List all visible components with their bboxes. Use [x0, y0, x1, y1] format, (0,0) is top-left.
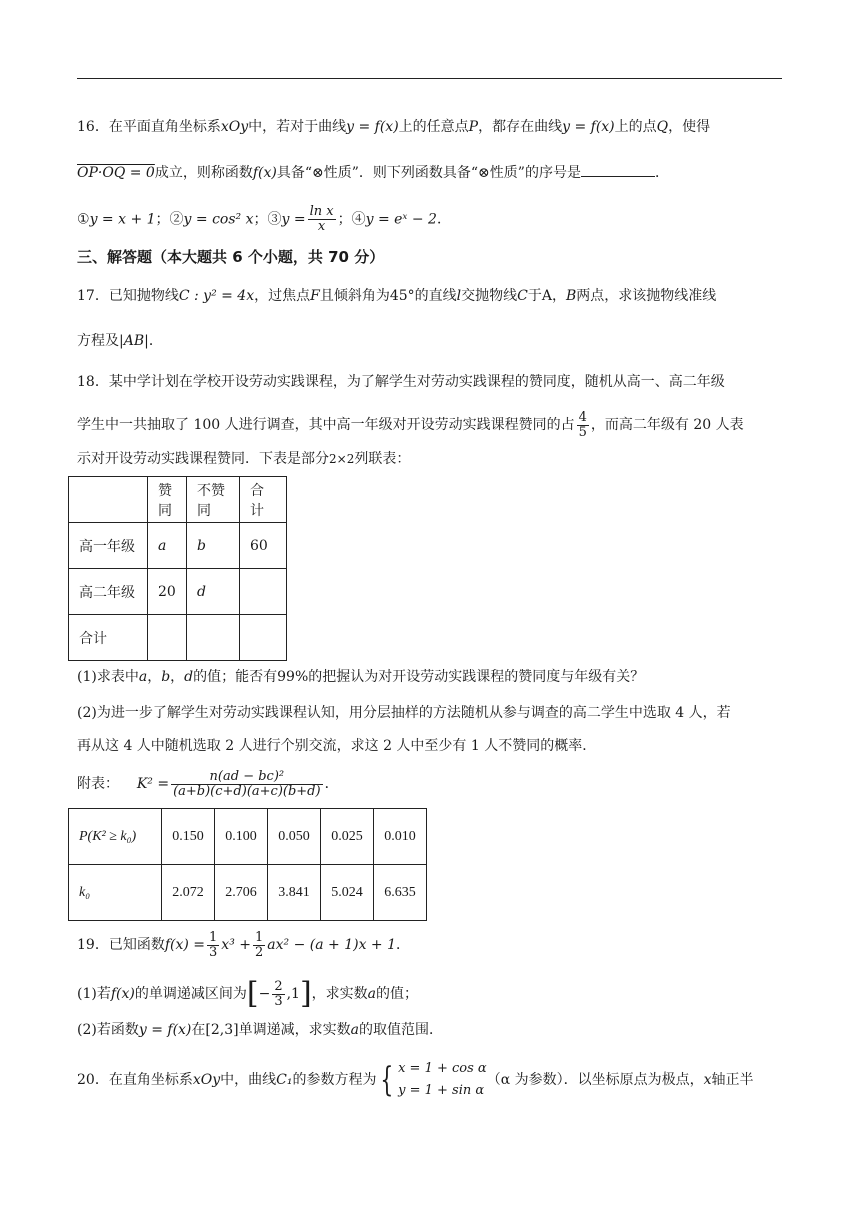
function-fx: f(x)	[252, 165, 277, 181]
q16-text: ，都存在曲线	[478, 119, 563, 135]
contingency-table	[68, 476, 287, 661]
q16-text: 上的点	[614, 119, 657, 135]
q18-text: 的把握认为对开设劳动实践课程的赞同度与年级有关？	[308, 669, 645, 685]
table-header-cell: 赞同	[148, 477, 187, 523]
xoy-symbol: xOy	[220, 119, 249, 135]
point-q: Q	[656, 119, 669, 135]
table-header-cell: 不赞同	[187, 477, 240, 523]
option-4-expr: y = eˣ − 2	[365, 211, 437, 228]
table-header-row	[69, 477, 287, 523]
point-b: B	[566, 288, 577, 304]
table-cell: 0.025	[321, 809, 374, 865]
q17-line1	[77, 286, 716, 306]
table-cell	[240, 569, 287, 615]
q17-text: 方程及	[77, 333, 119, 349]
curve-expr: y = f(x)	[346, 119, 399, 135]
q16-text: ．	[654, 165, 669, 181]
function-fx: f(x)	[110, 986, 135, 1002]
q20-text: （α 为参数）．以坐标原点为极点，	[486, 1072, 704, 1088]
fraction-numerator: 2	[274, 978, 283, 994]
q16-text: 具备“⊗性质”．则下列函数具备“⊗性质”的序号是	[276, 165, 581, 181]
table-row	[69, 865, 427, 921]
table-cell: 0.100	[215, 809, 268, 865]
fraction-numerator: 4	[578, 409, 587, 425]
fraction-numerator: 1	[209, 929, 218, 945]
q16-line2	[77, 162, 669, 183]
parametric-system	[398, 1058, 487, 1102]
table-cell: b	[187, 523, 240, 569]
q19-text: ，求实数	[311, 986, 368, 1002]
fraction-numerator: 1	[255, 929, 264, 945]
answer-blank[interactable]	[581, 162, 655, 177]
point-p: P	[468, 119, 479, 135]
bracket-open: [	[246, 976, 259, 1011]
option-3-lhs: y =	[281, 211, 306, 228]
q18-line3	[77, 449, 410, 469]
fraction-two-thirds	[272, 980, 284, 1009]
variable-d: d	[184, 669, 194, 685]
parabola-expr: C : y² = 4x	[178, 288, 255, 304]
interval: [2,3]	[205, 1022, 239, 1038]
q18-text: ．	[324, 776, 339, 792]
table-cell: 2.072	[162, 865, 215, 921]
curve-c: C	[517, 288, 528, 304]
q18-line1: 18．某中学计划在学校开设劳动实践课程，为了解学生对劳动实践课程的赞同度，随机从高一、高二年级	[77, 374, 725, 390]
q18-part1	[77, 667, 644, 687]
probability-label: P(K² ≥ k₀)	[79, 828, 137, 844]
table-cell	[148, 615, 187, 661]
q17-text: 交抛物线	[461, 288, 518, 304]
variable-a: a	[350, 1022, 359, 1038]
q19-text: 的单调递减区间为	[134, 986, 247, 1002]
focus-f: F	[310, 288, 320, 304]
table-cell: 高一年级	[69, 523, 148, 569]
table-cell: 0.050	[268, 809, 321, 865]
xoy-symbol: xOy	[192, 1072, 221, 1088]
q20-text: 中，曲线	[220, 1072, 277, 1088]
variable-a: a	[367, 986, 377, 1002]
curve-c1: C₁	[276, 1072, 293, 1088]
table-size: 2×2	[329, 452, 355, 466]
table-row-label	[69, 809, 162, 865]
formula-lhs: K² =	[136, 776, 170, 792]
option-2-expr: y = cos² x	[183, 211, 254, 228]
q18-text: 列联表：	[354, 451, 411, 467]
q16-options	[77, 205, 451, 234]
table-cell	[240, 615, 287, 661]
variable-a: a	[138, 669, 148, 685]
option-3-fraction	[308, 205, 336, 234]
table-cell: 6.635	[374, 865, 427, 921]
fraction-denominator: x	[317, 219, 326, 234]
q19-text: ．	[396, 937, 411, 953]
q16-text: 上的任意点	[398, 119, 469, 135]
critical-value-table	[68, 808, 427, 921]
header-rule	[77, 78, 782, 79]
q18-text: (1)求表中	[77, 669, 139, 685]
table-header-cell: 合计	[240, 477, 287, 523]
param-eq-x: x = 1 + cos α	[398, 1061, 487, 1076]
q19-part2	[77, 1020, 443, 1040]
q17-line2	[77, 331, 163, 351]
fraction-numerator: ln x	[309, 204, 334, 219]
q16-text: 成立，则称函数	[154, 165, 253, 181]
fraction-numerator: n(ad − bc)²	[171, 770, 323, 785]
q20-text: 20．在直角坐标系	[77, 1072, 193, 1088]
q16-line1	[77, 117, 710, 137]
term-expr: x³ +	[221, 937, 251, 953]
option-marker: ；③	[253, 211, 282, 228]
q19-line1	[77, 928, 410, 962]
param-eq-y: y = 1 + sin α	[398, 1083, 485, 1098]
q19-text: 单调递减，求实数	[238, 1022, 351, 1038]
fraction-denominator: 3	[209, 944, 218, 960]
q18-text: 学生中一共抽取了 100 人进行调查，其中高一年级对开设劳动实践课程赞同的占	[77, 417, 575, 433]
section-heading: 三、解答题（本大题共 6 个小题，共 70 分）	[77, 248, 385, 266]
fraction-denominator: 5	[578, 424, 587, 440]
q19-text: 的值；	[376, 986, 419, 1002]
vector-dot-product: OP·OQ = 0	[77, 165, 155, 181]
table-cell: 20	[148, 569, 187, 615]
variable-b: b	[161, 669, 171, 685]
fraction-four-fifths	[577, 411, 589, 440]
table-cell: d	[187, 569, 240, 615]
q19-text: 19．已知函数	[77, 937, 165, 953]
q18-text: ，	[147, 669, 162, 685]
option-marker: ；④	[337, 211, 366, 228]
brace-icon: {	[380, 1060, 394, 1100]
table-cell	[69, 477, 148, 523]
table-cell: 5.024	[321, 865, 374, 921]
fraction-denominator: 3	[274, 993, 283, 1009]
q18-appendix	[77, 764, 339, 804]
table-row	[69, 569, 287, 615]
table-row-label	[69, 865, 162, 921]
fraction-denominator: 2	[255, 944, 264, 960]
q18-line2	[77, 408, 744, 442]
table-cell: 0.150	[162, 809, 215, 865]
chi-square-formula	[171, 770, 323, 799]
q17-text: ，	[552, 288, 566, 304]
fraction-one-half	[253, 931, 265, 960]
option-marker: ；②	[155, 211, 184, 228]
function-fx: f(x) =	[164, 937, 206, 953]
q17-text: 于	[527, 288, 542, 304]
appendix-label: 附表：	[77, 776, 119, 792]
q16-text: ，使得	[668, 119, 711, 135]
q19-text: 在	[191, 1022, 206, 1038]
q17-text: 的直线	[414, 288, 457, 304]
option-1-expr: y = x + 1	[89, 211, 156, 228]
q18-text: 示对开设劳动实践课程赞同．下表是部分	[77, 451, 329, 467]
table-cell: a	[148, 523, 187, 569]
percent-value: 99%	[277, 669, 309, 685]
table-cell: 3.841	[268, 865, 321, 921]
minus-sign: −	[258, 986, 271, 1002]
q18-text: ，	[170, 669, 185, 685]
q20-text: 的参数方程为	[292, 1072, 377, 1088]
q19-part1	[77, 974, 418, 1014]
k0-label: k₀	[79, 884, 91, 900]
table-row	[69, 615, 287, 661]
table-row	[69, 809, 427, 865]
x-axis-symbol: x	[703, 1072, 712, 1088]
fraction-one-third	[207, 931, 219, 960]
q19-text: (1)若	[77, 986, 111, 1002]
table-cell	[187, 615, 240, 661]
option-marker: ①	[77, 211, 90, 228]
table-cell: 合计	[69, 615, 148, 661]
q16-text: ．	[436, 211, 451, 228]
table-cell: 2.706	[215, 865, 268, 921]
line-l: l	[456, 288, 462, 304]
q17-text: 17．已知抛物线	[77, 288, 179, 304]
function-fx: y = f(x)	[138, 1022, 192, 1038]
point-a: A	[541, 288, 552, 304]
table-cell: 0.010	[374, 809, 427, 865]
q17-text: ，过焦点	[254, 288, 311, 304]
segment-length: |AB|	[119, 333, 149, 349]
q16-text: 16．在平面直角坐标系	[77, 119, 221, 135]
q19-text: (2)若函数	[77, 1022, 139, 1038]
interval-end: ,1	[286, 986, 300, 1002]
table-cell: 高二年级	[69, 569, 148, 615]
q17-text: ．	[148, 333, 163, 349]
q17-text: 且倾斜角为	[319, 288, 390, 304]
q20-line1	[77, 1058, 754, 1102]
q20-text: 轴正半	[711, 1072, 754, 1088]
curve-expr: y = f(x)	[562, 119, 615, 135]
q17-text: 两点，求该抛物线准线	[576, 288, 717, 304]
fraction-denominator: (a+b)(c+d)(a+c)(b+d)	[173, 783, 321, 799]
bracket-close: ]	[299, 976, 312, 1011]
term-expr: ax² − (a + 1)x + 1	[267, 937, 397, 953]
q18-part2-line2: 再从这 4 人中随机选取 2 人进行个别交流，求这 2 人中至少有 1 人不赞同的概率．	[77, 738, 597, 754]
angle-value: 45°	[389, 288, 415, 304]
table-row	[69, 523, 287, 569]
q18-text: 的值；能否有	[193, 669, 278, 685]
q19-text: 的取值范围．	[358, 1022, 443, 1038]
table-cell: 60	[240, 523, 287, 569]
q16-text: 中，若对于曲线	[248, 119, 347, 135]
q18-part2-line1: (2)为进一步了解学生对劳动实践课程认知，用分层抽样的方法随机从参与调查的高二学生中选取 4 人，若	[77, 705, 731, 721]
q18-text: ，而高二年级有 20 人表	[590, 417, 744, 433]
